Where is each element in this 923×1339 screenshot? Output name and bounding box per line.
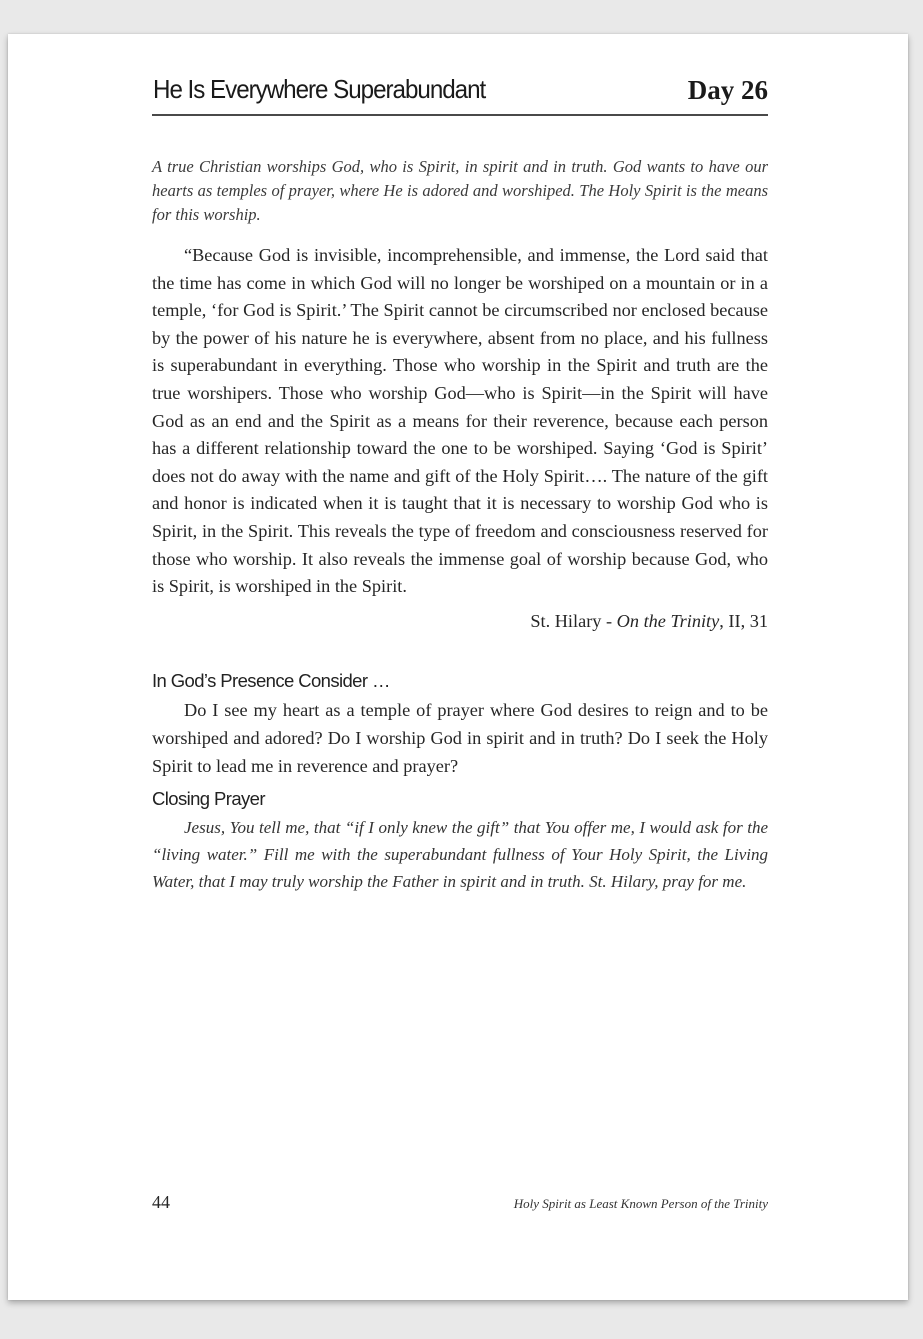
quote-attribution (152, 611, 768, 632)
running-book-title: Holy Spirit as Least Known Person of the Trinity (513, 1196, 768, 1211)
consider-paragraph: Do I see my heart as a temple of prayer where God desires to reign and to be worshiped and adored? Do I worship God in spirit and in truth? Do I seek the Holy Spirit to lead me in reverence and prayer? (152, 699, 768, 776)
book-page (8, 34, 908, 1300)
attribution-work: On the Trinity (616, 610, 720, 631)
page-footer (152, 1192, 768, 1216)
page-header (152, 70, 768, 116)
closing-prayer-paragraph: Jesus, You tell me, that “if I only knew the gift” that You offer me, I would ask for the “living water.” Fill me with the superabundant fullness of Your Holy Spirit, the Living Water, that I may truly worship the Father in spirit and in truth. St. Hilary, pray for me. (152, 817, 768, 891)
intro-paragraph: A true Christian worships God, who is Spirit, in spirit and in truth. God wants to have our hearts as temples of prayer, where He is adored and worshiped. The Holy Spirit is the means for this worship. (152, 157, 768, 224)
attribution-reference: , II, 31 (719, 610, 768, 631)
page-number: 44 (152, 1192, 170, 1212)
quote-paragraph: “Because God is invisible, incomprehensible, and immense, the Lord said that the time has come in which God will no longer be worshiped on a mountain or in a temple, ‘for God is Spirit.’ The Spirit cannot be circumscribed nor enclosed because by the power of his nature he is everywhere, absent from no place, and his fullness is superabundant in everything. Those who worship in the Spirit and truth are the true worshipers. Those who worship God—who is Spirit—in the Spirit will have God as an end and the Spirit as a means for their reverence, because each person has a different relationship toward the one to be worshiped. Saying ‘God is Spirit’ does not do away with the name and gift of the Holy Spirit…. The nature of the gift and honor is indicated when it is taught that it is necessary to worship God who is Spirit, in the Spirit. This reveals the type of freedom and consciousness reserved for those who worship. It also reveals the immense goal of worship because God, who is Spirit, is worshiped in the Spirit. (152, 245, 768, 597)
page-content (152, 70, 768, 895)
attribution-author: St. Hilary - (530, 610, 617, 631)
chapter-title: He Is Everywhere Superabundant (153, 74, 486, 104)
consider-heading: In God’s Presence Consider … (152, 669, 390, 691)
closing-prayer-heading: Closing Prayer (152, 787, 265, 809)
day-label: Day 26 (687, 75, 768, 105)
